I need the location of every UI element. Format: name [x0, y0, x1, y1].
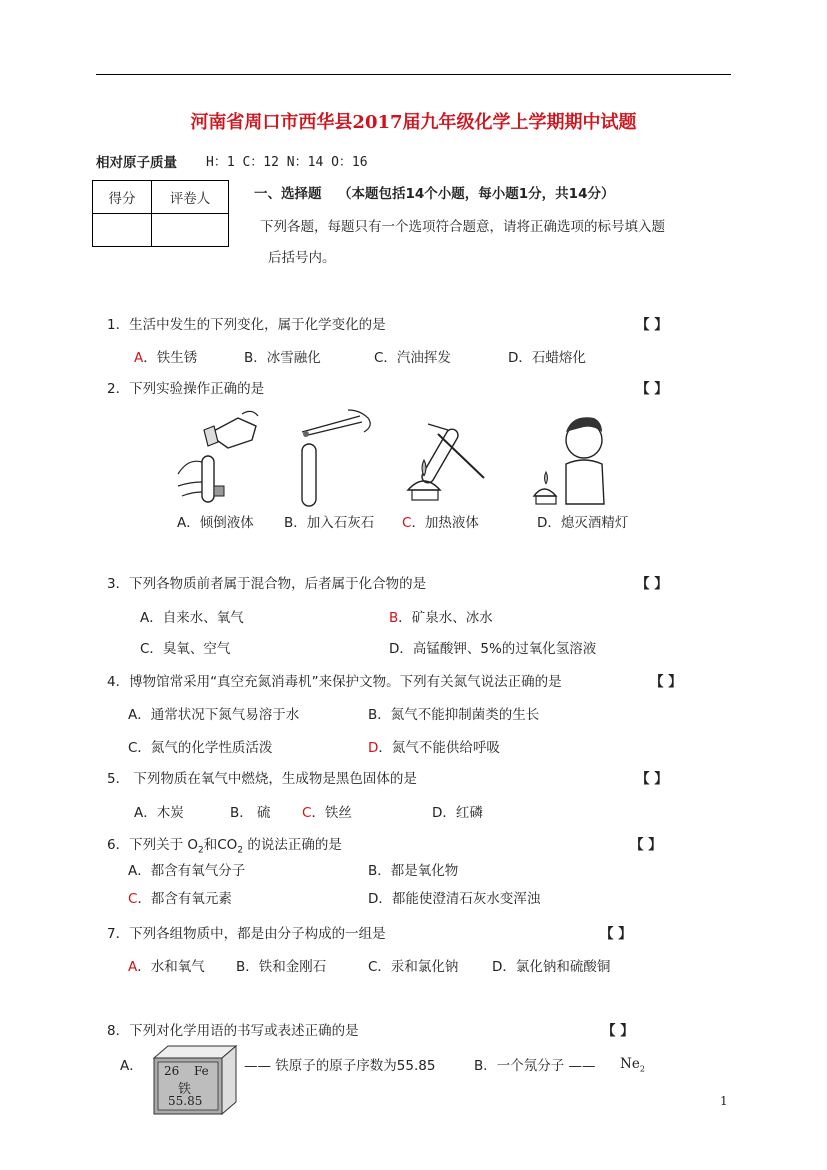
atomic-mass-values: H：1 C：12 N：14 O：16 [206, 155, 368, 170]
q6-stem: 6．下列关于 $O_2$和$CO_2$ 的说法正确的是 [107, 837, 342, 856]
q8-option-a-label: A． [120, 1058, 143, 1074]
q5-option-c: C．铁丝 [302, 805, 352, 821]
q7-option-c: C．汞和氯化钠 [368, 959, 459, 975]
heating-liquid-illustration [398, 404, 498, 508]
element-symbol: Fe [194, 1064, 209, 1078]
q7-stem: 7．下列各组物质中，都是由分子构成的一组是 [107, 926, 386, 942]
q7-option-d: D．氯化钠和硫酸铜 [492, 959, 611, 975]
q3-stem: 3．下列各物质前者属于混合物，后者属于化合物的是 [107, 576, 427, 592]
q1-stem: 1．生活中发生的下列变化，属于化学变化的是 [107, 317, 386, 333]
q6-option-c: C．都含有氧元素 [128, 891, 232, 907]
q5-answer-bracket: 【 】 [636, 771, 668, 787]
q5-option-a: A．木炭 [134, 805, 184, 821]
q1-option-a: A．铁生锈 [134, 350, 198, 366]
q3-answer-bracket: 【 】 [636, 576, 668, 592]
page-number: 1 [720, 1094, 728, 1108]
q8-answer-bracket: 【 】 [602, 1023, 634, 1039]
q3-option-d: D．高锰酸钾、5%的过氧化氢溶液 [389, 641, 597, 657]
section-instruction-2: 后括号内。 [268, 250, 336, 266]
q8-option-a-text: —— 铁原子的原子序数为55.85 [244, 1058, 436, 1074]
q1-option-c: C．汽油挥发 [374, 350, 451, 366]
q2-answer-bracket: 【 】 [636, 381, 668, 397]
element-atomic-number: 26 [164, 1064, 180, 1078]
q2-stem: 2．下列实验操作正确的是 [107, 381, 265, 397]
score-cell [93, 214, 152, 247]
page-title: 河南省周口市西华县2017届九年级化学上学期期中试题 [190, 112, 637, 133]
header-rule [96, 74, 731, 75]
grader-header: 评卷人 [152, 181, 229, 214]
q6-option-d: D．都能使澄清石灰水变浑浊 [368, 891, 541, 907]
q8-option-b-formula: $Ne_2$ [620, 1056, 645, 1074]
q5-stem: 5． 下列物质在氧气中燃烧，生成物是黑色固体的是 [107, 771, 417, 787]
q3-option-c: C．臭氧、空气 [140, 641, 231, 657]
q6-answer-bracket: 【 】 [630, 837, 662, 853]
q4-option-c: C．氮气的化学性质活泼 [128, 740, 273, 756]
pouring-liquid-illustration [168, 404, 268, 508]
element-atomic-mass: 55.85 [168, 1094, 203, 1108]
q4-option-d: D．氮气不能供给呼吸 [368, 740, 500, 756]
section-heading: 一、选择题 [254, 186, 322, 202]
q1-option-d: D．石蜡熔化 [508, 350, 586, 366]
atomic-mass-label: 相对原子质量 [96, 155, 177, 171]
q7-option-b: B．铁和金刚石 [236, 959, 327, 975]
q4-option-a: A．通常状况下氮气易溶于水 [128, 707, 300, 723]
q1-answer-bracket: 【 】 [636, 317, 668, 333]
q4-answer-bracket: 【 】 [650, 674, 682, 690]
section-instruction-1: 下列各题，每题只有一个选项符合题意，请将正确选项的标号填入题 [260, 219, 665, 235]
q4-option-b: B．氮气不能抑制菌类的生长 [368, 707, 540, 723]
q2-option-b: B．加入石灰石 [284, 515, 375, 531]
grader-cell [152, 214, 229, 247]
element-card-3d-frame [144, 1044, 240, 1120]
score-table [92, 180, 229, 247]
score-header: 得分 [93, 181, 152, 214]
q3-option-a: A．自来水、氧气 [140, 610, 244, 626]
q5-option-b: B． 硫 [230, 805, 271, 821]
extinguishing-lamp-illustration [526, 404, 626, 508]
q7-option-a: A．水和氧气 [128, 959, 205, 975]
q8-option-b: B．一个氖分子 —— [474, 1058, 596, 1074]
q6-option-a: A．都含有氧气分子 [128, 863, 246, 879]
q2-option-a: A．倾倒液体 [177, 515, 254, 531]
q8-stem: 8．下列对化学用语的书写或表述正确的是 [107, 1023, 359, 1039]
adding-limestone-illustration [282, 404, 382, 508]
q6-option-b: B．都是氧化物 [368, 863, 459, 879]
q5-option-d: D．红磷 [432, 805, 483, 821]
q3-option-b: B．矿泉水、冰水 [389, 610, 493, 626]
q7-answer-bracket: 【 】 [600, 926, 632, 942]
q1-option-b: B．冰雪融化 [244, 350, 321, 366]
q2-option-c: C．加热液体 [402, 515, 479, 531]
q2-option-d: D．熄灭酒精灯 [537, 515, 629, 531]
element-name: 铁 [178, 1082, 192, 1097]
section-note: （本题包括14个小题，每小题1分，共14分） [338, 186, 615, 202]
q4-stem: 4．博物馆常采用“真空充氮消毒机”来保护文物。下列有关氮气说法正确的是 [107, 674, 562, 690]
